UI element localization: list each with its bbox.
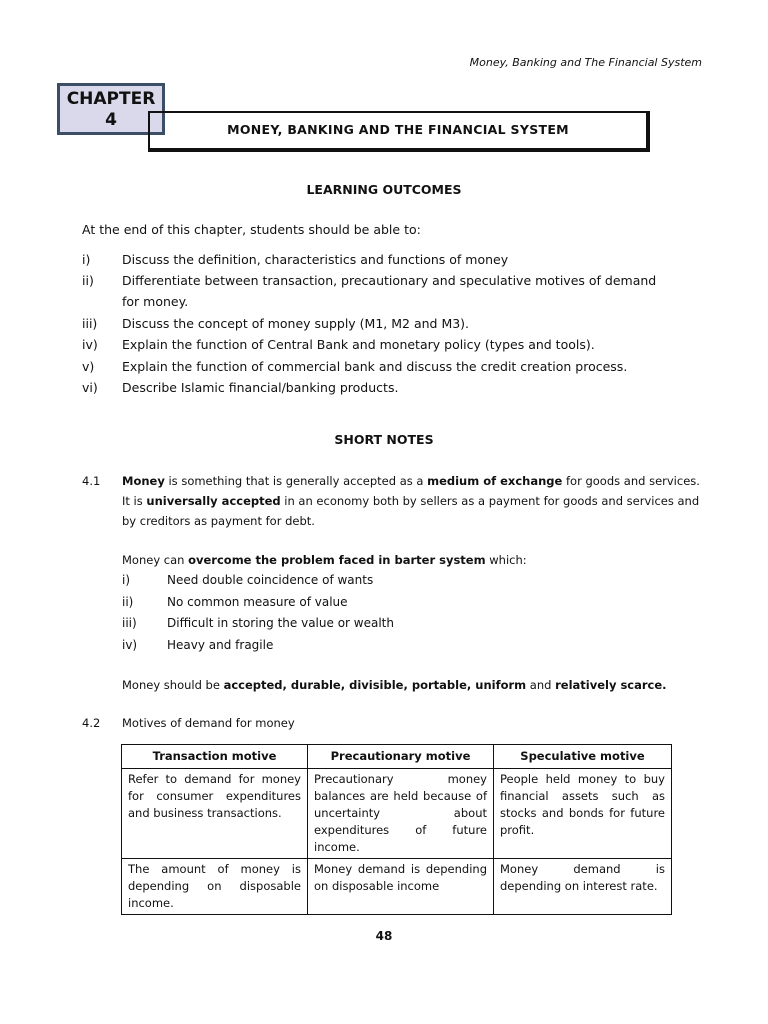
chapter-title: MONEY, BANKING AND THE FINANCIAL SYSTEM: [227, 122, 569, 137]
money-definition-line-3: by creditors as payment for debt.: [122, 514, 315, 528]
table-cell: Money demand is depending on disposable income: [308, 859, 494, 915]
learning-outcomes-heading: LEARNING OUTCOMES: [306, 182, 462, 197]
section-number-4-2: 4.2: [82, 716, 101, 730]
table-cell: The amount of money is depending on disposable income.: [122, 859, 308, 915]
column-header-precautionary: Precautionary motive: [308, 745, 494, 769]
running-header: Money, Banking and The Financial System: [469, 56, 702, 69]
column-header-speculative: Speculative motive: [494, 745, 672, 769]
table-row: [122, 769, 672, 859]
motives-table: [121, 744, 672, 915]
money-definition-line-1: Money is something that is generally accepted as a medium of exchange for goods and services.: [122, 474, 700, 488]
page-number: 48: [375, 929, 393, 943]
chapter-title-bar: [148, 111, 650, 152]
chapter-number: 4: [105, 110, 117, 130]
short-notes-heading: SHORT NOTES: [334, 432, 434, 447]
table-cell: Precautionary money balances are held because of uncertainty about expenditures of future income.: [308, 769, 494, 859]
table-cell: Refer to demand for money for consumer expenditures and business transactions.: [122, 769, 308, 859]
learning-outcomes-intro: At the end of this chapter, students should be able to:: [82, 222, 421, 237]
table-cell: Money demand is depending on interest rate.: [494, 859, 672, 915]
section-number-4-1: 4.1: [82, 474, 101, 488]
table-header-row: [122, 745, 672, 769]
chapter-label: CHAPTER: [66, 89, 156, 109]
table-row: [122, 859, 672, 915]
table-cell: People held money to buy financial assets such as stocks and bonds for future profit.: [494, 769, 672, 859]
column-header-transaction: Transaction motive: [122, 745, 308, 769]
money-characteristics: Money should be accepted, durable, divisible, portable, uniform and relatively scarce.: [122, 678, 667, 692]
money-definition-line-2: It is universally accepted in an economy both by sellers as a payment for goods and services and: [122, 494, 700, 508]
barter-intro: Money can overcome the problem faced in barter system which:: [122, 553, 527, 567]
motives-heading: Motives of demand for money: [122, 716, 295, 730]
